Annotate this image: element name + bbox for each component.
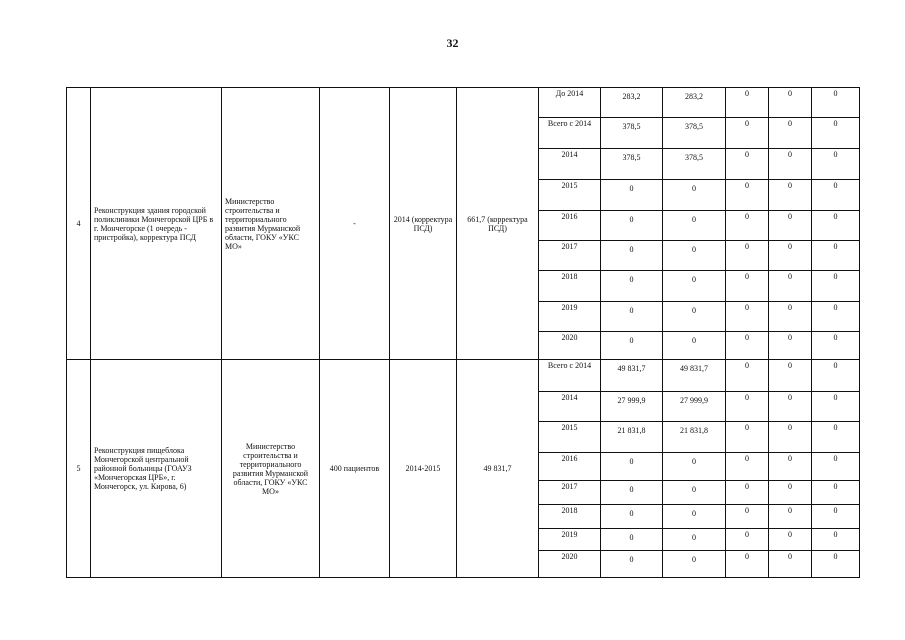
amount-total-cell: 378,5 (601, 118, 663, 149)
amount-cell: 0 (769, 211, 812, 241)
year-cell: 2014 (539, 392, 601, 422)
project-period: 2014-2015 (390, 360, 457, 578)
project-number: 5 (67, 360, 91, 578)
amount-cell: 0 (726, 529, 769, 551)
amount-cell: 0 (812, 481, 860, 505)
amount-cell: 0 (726, 88, 769, 118)
amount-cell: 0 (726, 453, 769, 481)
amount-regional-cell: 0 (663, 332, 726, 360)
amount-cell: 0 (726, 392, 769, 422)
amount-cell: 0 (812, 360, 860, 392)
amount-regional-cell: 0 (663, 551, 726, 578)
amount-total-cell: 21 831,8 (601, 422, 663, 453)
project-organization: Министерство строительства и территориального развития Мурманской области, ГОКУ «УКС МО» (222, 88, 320, 360)
project-capacity: - (320, 88, 390, 360)
project-number: 4 (67, 88, 91, 360)
amount-total-cell: 0 (601, 529, 663, 551)
amount-cell: 0 (769, 551, 812, 578)
amount-cell: 0 (726, 149, 769, 180)
year-cell: Всего с 2014 (539, 118, 601, 149)
amount-total-cell: 0 (601, 211, 663, 241)
table-row (67, 88, 860, 118)
amount-cell: 0 (726, 211, 769, 241)
amount-cell: 0 (769, 88, 812, 118)
amount-regional-cell: 0 (663, 241, 726, 271)
amount-cell: 0 (769, 529, 812, 551)
amount-regional-cell: 0 (663, 302, 726, 332)
amount-cell: 0 (769, 271, 812, 302)
project-name: Реконструкция пищеблока Мончегорской центральной районной больницы (ГОАУЗ «Мончегорская ЦРБ», г. Мончегорск, ул. Кирова, 6) (91, 360, 222, 578)
year-cell: Всего с 2014 (539, 360, 601, 392)
table-row (67, 360, 860, 392)
amount-total-cell: 0 (601, 180, 663, 211)
amount-cell: 0 (812, 332, 860, 360)
amount-cell: 0 (812, 529, 860, 551)
amount-cell: 0 (769, 332, 812, 360)
project-organization: Министерство строительства и территориального развития Мурманской области, ГОКУ «УКС МО» (222, 360, 320, 578)
year-cell: До 2014 (539, 88, 601, 118)
amount-cell: 0 (769, 481, 812, 505)
amount-total-cell: 0 (601, 241, 663, 271)
amount-total-cell: 0 (601, 551, 663, 578)
amount-cell: 0 (812, 302, 860, 332)
amount-cell: 0 (726, 332, 769, 360)
amount-total-cell: 0 (601, 505, 663, 529)
amount-cell: 0 (726, 422, 769, 453)
project-period: 2014 (корректура ПСД) (390, 88, 457, 360)
project-cost: 49 831,7 (457, 360, 539, 578)
amount-total-cell: 378,5 (601, 149, 663, 180)
year-cell: 2020 (539, 551, 601, 578)
amount-regional-cell: 0 (663, 271, 726, 302)
amount-cell: 0 (812, 180, 860, 211)
amount-total-cell: 0 (601, 302, 663, 332)
amount-total-cell: 27 999,9 (601, 392, 663, 422)
amount-regional-cell: 378,5 (663, 149, 726, 180)
year-cell: 2020 (539, 332, 601, 360)
amount-cell: 0 (726, 360, 769, 392)
page-number: 32 (446, 36, 459, 50)
project-name: Реконструкция здания городской поликлиники Мончегорской ЦРБ в г. Мончегорске (1 очередь - пристройка), корректура ПСД (91, 88, 222, 360)
amount-cell: 0 (812, 211, 860, 241)
amount-cell: 0 (812, 551, 860, 578)
amount-regional-cell: 0 (663, 529, 726, 551)
year-cell: 2018 (539, 271, 601, 302)
amount-total-cell: 0 (601, 453, 663, 481)
amount-regional-cell: 0 (663, 453, 726, 481)
amount-regional-cell: 0 (663, 481, 726, 505)
amount-regional-cell: 0 (663, 180, 726, 211)
year-cell: 2015 (539, 422, 601, 453)
year-cell: 2016 (539, 211, 601, 241)
project-cost: 661,7 (корректура ПСД) (457, 88, 539, 360)
year-cell: 2015 (539, 180, 601, 211)
amount-cell: 0 (812, 88, 860, 118)
amount-cell: 0 (726, 551, 769, 578)
amount-cell: 0 (812, 422, 860, 453)
amount-total-cell: 49 831,7 (601, 360, 663, 392)
amount-total-cell: 0 (601, 481, 663, 505)
year-cell: 2017 (539, 481, 601, 505)
amount-total-cell: 0 (601, 271, 663, 302)
amount-cell: 0 (769, 302, 812, 332)
amount-cell: 0 (769, 360, 812, 392)
amount-cell: 0 (726, 481, 769, 505)
year-cell: 2019 (539, 529, 601, 551)
year-cell: 2014 (539, 149, 601, 180)
amount-cell: 0 (726, 302, 769, 332)
amount-regional-cell: 283,2 (663, 88, 726, 118)
year-cell: 2017 (539, 241, 601, 271)
amount-cell: 0 (726, 271, 769, 302)
amount-cell: 0 (812, 505, 860, 529)
amount-total-cell: 0 (601, 332, 663, 360)
amount-cell: 0 (726, 505, 769, 529)
amount-cell: 0 (812, 453, 860, 481)
amount-total-cell: 283,2 (601, 88, 663, 118)
amount-cell: 0 (769, 453, 812, 481)
amount-regional-cell: 378,5 (663, 118, 726, 149)
amount-cell: 0 (726, 241, 769, 271)
amount-cell: 0 (769, 241, 812, 271)
amount-cell: 0 (726, 118, 769, 149)
amount-regional-cell: 0 (663, 211, 726, 241)
amount-cell: 0 (769, 180, 812, 211)
investment-table (66, 87, 860, 578)
amount-cell: 0 (812, 392, 860, 422)
project-capacity: 400 пациентов (320, 360, 390, 578)
year-cell: 2018 (539, 505, 601, 529)
amount-cell: 0 (812, 271, 860, 302)
amount-cell: 0 (769, 422, 812, 453)
amount-regional-cell: 0 (663, 505, 726, 529)
amount-regional-cell: 49 831,7 (663, 360, 726, 392)
amount-cell: 0 (769, 118, 812, 149)
amount-cell: 0 (812, 118, 860, 149)
year-cell: 2019 (539, 302, 601, 332)
amount-cell: 0 (769, 505, 812, 529)
year-cell: 2016 (539, 453, 601, 481)
amount-cell: 0 (812, 241, 860, 271)
amount-regional-cell: 21 831,8 (663, 422, 726, 453)
amount-cell: 0 (726, 180, 769, 211)
amount-cell: 0 (769, 149, 812, 180)
amount-regional-cell: 27 999,9 (663, 392, 726, 422)
amount-cell: 0 (769, 392, 812, 422)
amount-cell: 0 (812, 149, 860, 180)
